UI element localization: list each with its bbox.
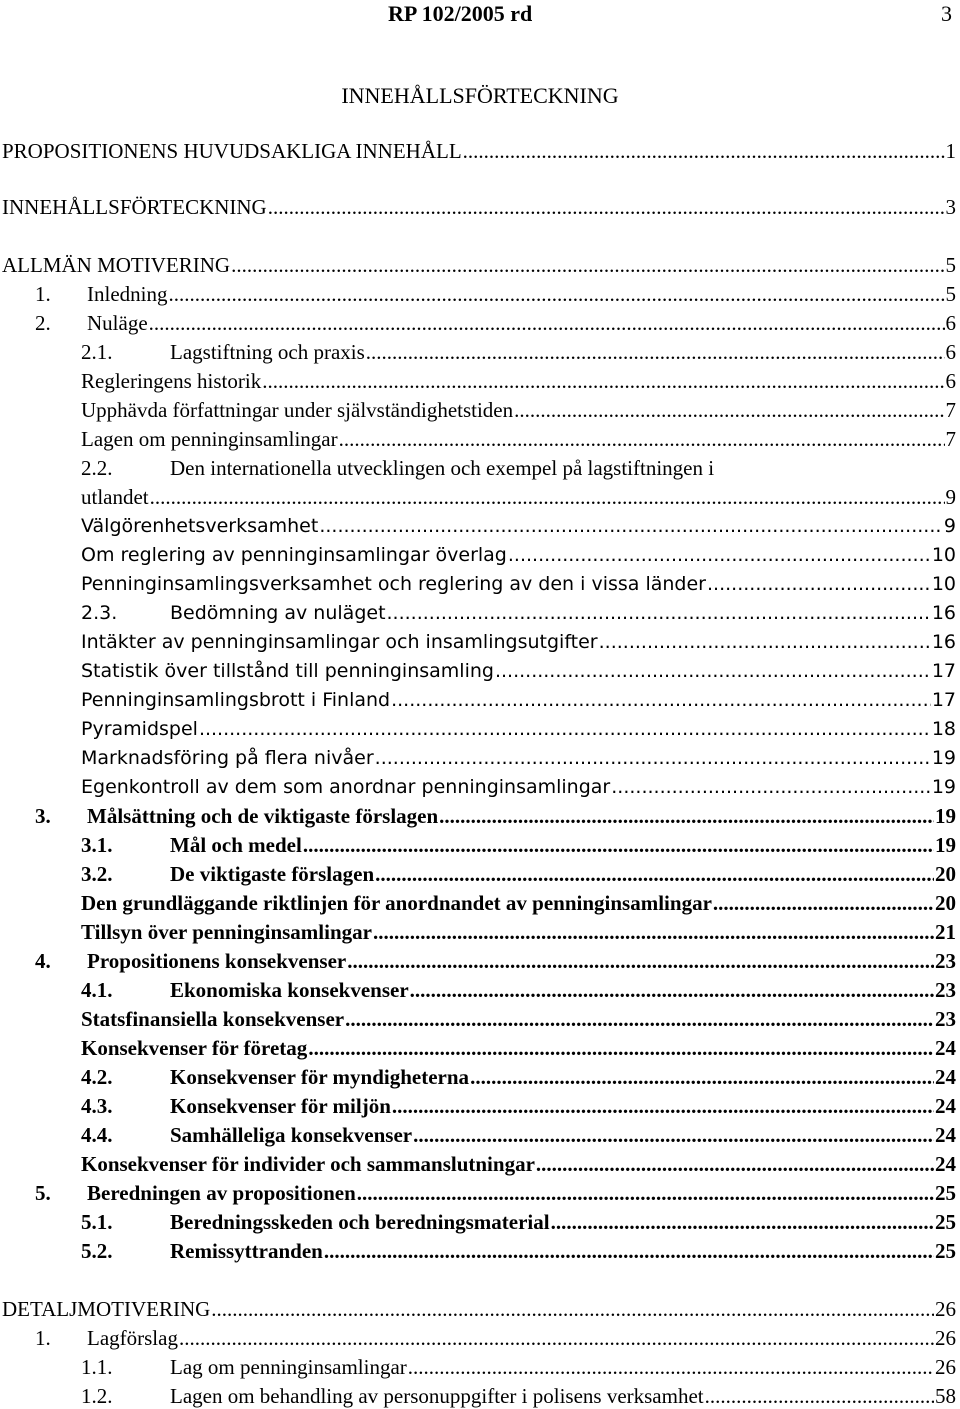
toc-entry-number: 4.2. bbox=[81, 1065, 113, 1089]
toc-entry-number: 5. bbox=[35, 1181, 51, 1205]
toc-entry-page: 9 bbox=[945, 485, 956, 509]
toc-entry[interactable] bbox=[2, 1209, 956, 1235]
toc-entry-title: Lagförslag bbox=[87, 1326, 178, 1350]
dot-leader bbox=[345, 1006, 934, 1032]
toc-entry-page: 24 bbox=[935, 1065, 956, 1089]
toc-entry-page: 23 bbox=[935, 978, 956, 1002]
toc-entry-number: 3.1. bbox=[81, 833, 113, 857]
toc-entry-page: 18 bbox=[931, 718, 956, 740]
toc-entry-title: Regleringens historik bbox=[81, 369, 262, 393]
dot-leader bbox=[347, 948, 934, 974]
toc-entry[interactable] bbox=[2, 745, 956, 771]
toc-entry-title: Tillsyn över penninginsamlingar bbox=[81, 920, 372, 944]
toc-entry-page: 23 bbox=[935, 1007, 956, 1031]
dot-leader bbox=[463, 138, 945, 164]
toc-entry-page: 26 bbox=[935, 1326, 956, 1350]
toc-entry-title: Konsekvenser för företag bbox=[81, 1036, 308, 1060]
dot-leader bbox=[211, 1296, 934, 1322]
toc-entry[interactable] bbox=[2, 687, 956, 713]
dot-leader bbox=[375, 745, 931, 771]
toc-entry-page: 1 bbox=[945, 139, 956, 163]
toc-entry-title: Penninginsamlingsbrott i Finland bbox=[81, 689, 391, 711]
dot-leader bbox=[611, 774, 931, 800]
toc-entry-page: 6 bbox=[945, 340, 956, 364]
toc-entry-number: 3. bbox=[35, 804, 51, 828]
toc-entry[interactable] bbox=[2, 1122, 956, 1148]
toc-entry-title: Remissyttranden bbox=[170, 1239, 323, 1263]
page-header bbox=[0, 0, 960, 30]
toc-entry-number: 5.1. bbox=[81, 1210, 113, 1234]
toc-entry-page: 25 bbox=[935, 1239, 956, 1263]
dot-leader bbox=[308, 1035, 934, 1061]
dot-leader bbox=[470, 1064, 934, 1090]
dot-leader bbox=[495, 658, 931, 684]
toc-entry-title: Egenkontroll av dem som anordnar penninginsamlingar bbox=[81, 776, 611, 798]
dot-leader bbox=[231, 252, 944, 278]
toc-entry[interactable] bbox=[2, 368, 956, 394]
toc-entry-title: INNEHÅLLSFÖRTECKNING bbox=[2, 195, 267, 219]
toc-entry-title: Pyramidspel bbox=[81, 718, 198, 740]
toc-entry-title: Marknadsföring på flera nivåer bbox=[81, 747, 374, 769]
dot-leader bbox=[387, 600, 931, 626]
toc-entry-title: Beredningsskeden och beredningsmaterial bbox=[170, 1210, 550, 1234]
dot-leader bbox=[149, 310, 945, 336]
toc-entry[interactable] bbox=[2, 832, 956, 858]
toc-entry-page: 25 bbox=[935, 1181, 956, 1205]
toc-entry[interactable] bbox=[2, 1151, 956, 1177]
toc-entry-page: 17 bbox=[931, 660, 956, 682]
toc-entry[interactable] bbox=[2, 138, 956, 164]
dot-leader bbox=[357, 1180, 934, 1206]
toc-entry-number: 2.3. bbox=[81, 602, 118, 624]
toc-entry[interactable] bbox=[2, 890, 956, 916]
toc-entry-page: 20 bbox=[935, 891, 956, 915]
toc-entry-page: 17 bbox=[931, 689, 956, 711]
toc-entry-title: Ekonomiska konsekvenser bbox=[170, 978, 409, 1002]
dot-leader bbox=[508, 542, 931, 568]
toc-entry-page: 5 bbox=[945, 282, 956, 306]
toc-entry[interactable] bbox=[2, 571, 956, 597]
toc-entry-page: 26 bbox=[935, 1297, 956, 1321]
toc-entry-page: 6 bbox=[945, 311, 956, 335]
dot-leader bbox=[366, 339, 945, 365]
dot-leader bbox=[199, 716, 931, 742]
toc-entry[interactable] bbox=[2, 252, 956, 278]
toc-entry-page: 10 bbox=[931, 573, 956, 595]
toc-entry-page: 9 bbox=[943, 515, 956, 537]
toc-entry-title: Lagen om behandling av personuppgifter i polisens verksamhet bbox=[170, 1384, 704, 1408]
toc-entry-title: Lagstiftning och praxis bbox=[170, 340, 365, 364]
dot-leader bbox=[439, 803, 934, 829]
toc-entry[interactable] bbox=[2, 658, 956, 684]
toc-entry-page: 19 bbox=[935, 804, 956, 828]
toc-entry-title: Intäkter av penninginsamlingar och insamlingsutgifter bbox=[81, 631, 598, 653]
toc-entry[interactable] bbox=[2, 1383, 956, 1409]
dot-leader bbox=[391, 687, 931, 713]
dot-leader bbox=[514, 397, 944, 423]
toc-entry[interactable] bbox=[2, 1296, 956, 1322]
toc-entry-page: 10 bbox=[931, 544, 956, 566]
toc-entry-continuation[interactable] bbox=[2, 484, 956, 510]
toc-entry-title: Bedömning av nuläget bbox=[170, 602, 386, 624]
toc-entry-title: Konsekvenser för individer och sammanslutningar bbox=[81, 1152, 535, 1176]
toc-entry-title: Om reglering av penninginsamlingar överlag bbox=[81, 544, 507, 566]
toc-entry-title: Inledning bbox=[87, 282, 168, 306]
toc-entry[interactable] bbox=[2, 919, 956, 945]
page-number: 3 bbox=[941, 1, 952, 26]
toc-entry-page: 21 bbox=[935, 920, 956, 944]
dot-leader bbox=[408, 1354, 934, 1380]
toc-entry-page: 6 bbox=[945, 369, 956, 393]
toc-entry-title: Konsekvenser för myndigheterna bbox=[170, 1065, 470, 1089]
toc-entry[interactable] bbox=[2, 1093, 956, 1119]
dot-leader bbox=[373, 919, 934, 945]
toc-entry[interactable] bbox=[2, 194, 956, 220]
toc-entry-page: 16 bbox=[931, 602, 956, 624]
dot-leader bbox=[713, 890, 934, 916]
toc-entry-page: 26 bbox=[935, 1355, 956, 1379]
toc-entry[interactable] bbox=[2, 1238, 956, 1264]
dot-leader bbox=[179, 1325, 934, 1351]
dot-leader bbox=[413, 1122, 934, 1148]
toc-entry-number: 3.2. bbox=[81, 862, 113, 886]
document-reference: RP 102/2005 rd bbox=[388, 1, 533, 26]
toc-entry-number: 4.3. bbox=[81, 1094, 113, 1118]
toc-entry-page: 19 bbox=[931, 747, 956, 769]
toc-entry[interactable] bbox=[2, 513, 956, 539]
toc-entry[interactable] bbox=[2, 281, 956, 307]
toc-entry-title: Statsfinansiella konsekvenser bbox=[81, 1007, 345, 1031]
toc-entry-page: 7 bbox=[945, 398, 956, 422]
toc-entry-title: PROPOSITIONENS HUVUDSAKLIGA INNEHÅLL bbox=[2, 139, 462, 163]
toc-entry-page: 24 bbox=[935, 1152, 956, 1176]
toc-entry-page: 24 bbox=[935, 1036, 956, 1060]
dot-leader bbox=[268, 194, 945, 220]
dot-leader bbox=[150, 484, 945, 510]
toc-entry[interactable] bbox=[2, 455, 956, 481]
dot-leader bbox=[262, 368, 944, 394]
toc-entry-title: Lagen om penninginsamlingar bbox=[81, 427, 338, 451]
toc-entry-number: 2. bbox=[35, 311, 51, 335]
dot-leader bbox=[375, 861, 934, 887]
dot-leader bbox=[599, 629, 931, 655]
toc-entry[interactable] bbox=[2, 339, 956, 365]
toc-entry-title: Mål och medel bbox=[170, 833, 302, 857]
toc-entry-number: 5.2. bbox=[81, 1239, 113, 1263]
dot-leader bbox=[410, 977, 934, 1003]
toc-entry[interactable] bbox=[2, 977, 956, 1003]
toc-entry[interactable] bbox=[2, 426, 956, 452]
toc-entry[interactable] bbox=[2, 397, 956, 423]
toc-entry-page: 5 bbox=[945, 253, 956, 277]
toc-entry-title-continued: utlandet bbox=[81, 485, 149, 509]
toc-entry-title: Samhälleliga konsekvenser bbox=[170, 1123, 413, 1147]
dot-leader bbox=[168, 281, 944, 307]
toc-entry[interactable] bbox=[2, 1035, 956, 1061]
toc-entry-number: 4. bbox=[35, 949, 51, 973]
dot-leader bbox=[551, 1209, 934, 1235]
toc-entry-number: 1.2. bbox=[81, 1384, 113, 1408]
toc-entry-title: Målsättning och de viktigaste förslagen bbox=[87, 804, 439, 828]
dot-leader bbox=[392, 1093, 934, 1119]
toc-entry-title: Konsekvenser för miljön bbox=[170, 1094, 391, 1118]
toc-entry-title: Beredningen av propositionen bbox=[87, 1181, 356, 1205]
dot-leader bbox=[705, 1383, 934, 1409]
toc-entry-title: De viktigaste förslagen bbox=[170, 862, 375, 886]
toc-entry-page: 58 bbox=[935, 1384, 956, 1408]
toc-entry-title: Upphävda författningar under självständighetstiden bbox=[81, 398, 514, 422]
toc-entry[interactable] bbox=[2, 1064, 956, 1090]
dot-leader bbox=[319, 513, 943, 539]
toc-entry[interactable] bbox=[2, 310, 956, 336]
dot-leader bbox=[303, 832, 934, 858]
toc-entry-title: Statistik över tillstånd till penninginsamling bbox=[81, 660, 494, 682]
toc-entry-title: Den grundläggande riktlinjen för anordnandet av penninginsamlingar bbox=[81, 891, 712, 915]
toc-entry-page: 16 bbox=[931, 631, 956, 653]
toc-entry-number: 1.1. bbox=[81, 1355, 113, 1379]
toc-entry-page: 19 bbox=[931, 776, 956, 798]
toc-entry-title: Propositionens konsekvenser bbox=[87, 949, 347, 973]
toc-entry-title: Den internationella utvecklingen och exempel på lagstiftningen i bbox=[170, 456, 715, 480]
toc-entry[interactable] bbox=[2, 1006, 956, 1032]
dot-leader bbox=[339, 426, 945, 452]
toc-entry[interactable] bbox=[2, 861, 956, 887]
toc-entry[interactable] bbox=[2, 1325, 956, 1351]
toc-entry[interactable] bbox=[2, 716, 956, 742]
toc-entry-page: 25 bbox=[935, 1210, 956, 1234]
toc-entry-page: 7 bbox=[945, 427, 956, 451]
toc-entry[interactable] bbox=[2, 600, 956, 626]
toc-entry-page: 19 bbox=[935, 833, 956, 857]
toc-entry[interactable] bbox=[2, 803, 956, 829]
toc-entry-number: 2.1. bbox=[81, 340, 113, 364]
toc-entry-title: DETALJMOTIVERING bbox=[2, 1297, 211, 1321]
toc-entry-page: 24 bbox=[935, 1094, 956, 1118]
toc-entry-page: 3 bbox=[945, 195, 956, 219]
toc-entry-title: Lag om penninginsamlingar bbox=[170, 1355, 407, 1379]
toc-entry-page: 24 bbox=[935, 1123, 956, 1147]
toc-entry-title: ALLMÄN MOTIVERING bbox=[2, 253, 231, 277]
dot-leader bbox=[324, 1238, 934, 1264]
toc-entry-page: 20 bbox=[935, 862, 956, 886]
toc-entry-number: 1. bbox=[35, 1326, 51, 1350]
toc-entry-title: Nuläge bbox=[87, 311, 148, 335]
toc-heading: INNEHÅLLSFÖRTECKNING bbox=[341, 83, 619, 108]
toc-entry[interactable] bbox=[2, 629, 956, 655]
toc-entry-title: Penninginsamlingsverksamhet och reglering av den i vissa länder bbox=[81, 573, 706, 595]
toc-entry-number: 4.4. bbox=[81, 1123, 113, 1147]
dot-leader bbox=[707, 571, 931, 597]
toc-entry-page: 23 bbox=[935, 949, 956, 973]
toc-entry[interactable] bbox=[2, 542, 956, 568]
toc-entry[interactable] bbox=[2, 1354, 956, 1380]
toc-entry-number: 2.2. bbox=[81, 456, 113, 480]
toc-entry-title: Välgörenhetsverksamhet bbox=[81, 515, 319, 537]
toc-entry[interactable] bbox=[2, 1180, 956, 1206]
toc-entry[interactable] bbox=[2, 774, 956, 800]
dot-leader bbox=[536, 1151, 934, 1177]
toc-entry[interactable] bbox=[2, 948, 956, 974]
toc-entry-number: 1. bbox=[35, 282, 51, 306]
toc-entry-number: 4.1. bbox=[81, 978, 113, 1002]
